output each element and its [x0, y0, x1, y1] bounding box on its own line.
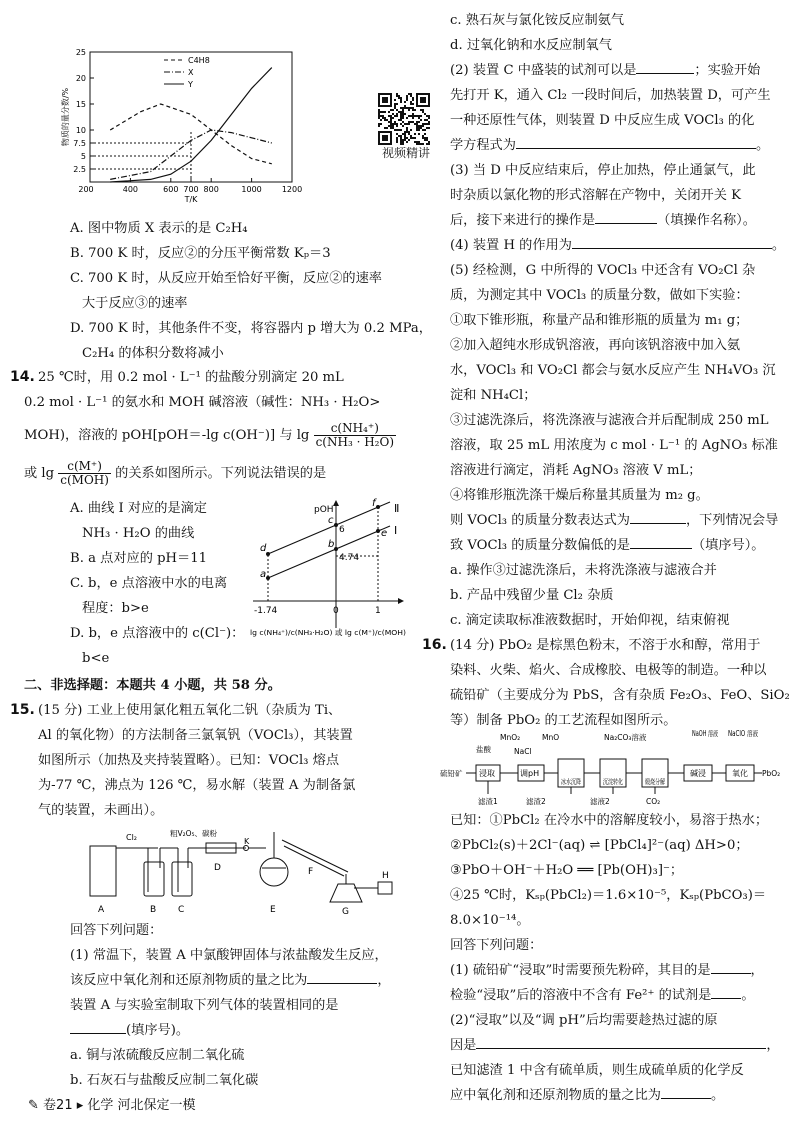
step-alkali-leach: 碱浸	[690, 769, 706, 778]
tick-one: 1	[375, 606, 381, 616]
answer-blank[interactable]	[636, 73, 694, 74]
legend-label: Y	[188, 80, 193, 89]
q15-option-c: c. 熟石灰与氯化铵反应制氨气	[450, 13, 625, 28]
y-tick-label: 25	[75, 48, 86, 57]
y-tick-label: 20	[75, 74, 86, 83]
q14-line2: 0.2 mol · L⁻¹ 的氨水和 MOH 碱溶液（碱性：NH₃ · H₂O>	[24, 395, 381, 410]
q14-line1: 25 ℃时，用 0.2 mol · L⁻¹ 的盐酸分别滴定 20 mL	[38, 370, 344, 385]
qr-caption: 视频精讲	[382, 146, 431, 160]
q14-option-c: C. b，e 点溶液中水的电离	[70, 576, 228, 591]
curve-II-label: Ⅱ	[394, 502, 400, 515]
q15-ask: 回答下列问题：	[70, 923, 163, 938]
q16-known3: ④25 ℃时，Kₛₚ(PbCl₂)＝1.6×10⁻⁵，Kₛₚ(PbCO₃)＝	[450, 888, 767, 903]
q15-p4: (4) 装置 H 的作用为 。	[450, 238, 786, 253]
reagent-naoh: NaOH 溶液	[692, 730, 732, 738]
q15-line2: Al 的氧化物）的方法制备三氯氧钒（VOCl₃），其装置	[38, 728, 353, 743]
residue-2: 滤渣2	[526, 797, 546, 806]
end-pbo2: PbO₂	[762, 769, 781, 778]
q16-known0: 已知：①PbCl₂ 在冷水中的溶解度较小，易溶于热水；	[450, 813, 769, 828]
q16-a3: (2)“浸取”以及“调 pH”后均需要趁热过滤的原	[450, 1013, 718, 1028]
q15-step2-line3: 淀和 NH₄Cl；	[450, 388, 537, 403]
q15-p2-line1: (2) 装置 C 中盛装的试剂可以是 ；实验开始	[450, 63, 761, 78]
reagent-hcl: 盐酸	[476, 745, 491, 754]
x-tick-label: 600	[163, 185, 179, 194]
answer-blank[interactable]	[711, 973, 751, 974]
q13-option-c: C. 700 K 时，从反应开始至恰好平衡，反应②的速率	[70, 271, 382, 286]
q16-a6: 应中氧化剂和还原剂物质的量之比为 。	[450, 1088, 725, 1103]
q15-p2-line3: 一种还原性气体，则装置 D 中反应生成 VOCl₃ 的化	[450, 113, 755, 128]
answer-blank[interactable]	[516, 148, 756, 149]
answer-blank[interactable]	[476, 1048, 766, 1049]
fraction-nh4: $\frac{\text{c(NH₄⁺)}}{\text{c(NH₃ · H₂O)}}$	[315, 421, 394, 449]
chart-legend	[164, 56, 210, 89]
step-adjust-ph: 调pH	[520, 769, 540, 778]
answer-blank[interactable]	[630, 548, 692, 549]
q15-err-a: a. 操作③过滤洗涤后，未将洗涤液与滤液合并	[450, 563, 717, 578]
q15-line4: 为-77 ℃，沸点为 126 ℃，易水解（装置 A 为制备氯	[38, 778, 356, 793]
q15-step3-line3: 溶液进行滴定，消耗 AgNO₃ 溶液 V mL；	[450, 463, 702, 478]
q15-p3-line1: (3) 当 D 中反应结束后，停止加热，停止通氯气，此	[450, 163, 756, 178]
label-v2o5: 粗V₂O₅、碳粉	[170, 829, 218, 838]
q15-p1-line4: (填序号)。	[70, 1018, 189, 1044]
residue-1: 滤渣1	[478, 797, 498, 806]
q14-number: 14.	[10, 369, 35, 385]
poh-axis-label: pOH	[314, 505, 334, 515]
q15-step4: ④将锥形瓶洗涤干燥后称量其质量为 m₂ g。	[450, 488, 709, 503]
label-F: F	[308, 867, 314, 877]
y-tick-label: 5	[80, 152, 86, 161]
label-B: B	[150, 905, 157, 915]
q15-p5-line1: (5) 经检测，G 中所得的 VOCl₃ 中还含有 VO₂Cl 杂	[450, 263, 756, 278]
step-oxidize: 氧化	[732, 769, 748, 778]
q15-option-b: b. 石灰石与盐酸反应制二氧化碳	[70, 1073, 259, 1088]
q16-line1: (14 分) PbO₂ 是棕黑色粉末，不溶于水和醇，常用于	[450, 638, 761, 653]
q13-option-b: B. 700 K 时，反应②的分压平衡常数 Kₚ＝3	[70, 246, 331, 261]
apparatus-diagram	[86, 826, 402, 918]
section-2-heading: 二、非选择题：本题共 4 小题，共 58 分。	[24, 678, 281, 693]
point-d: d	[260, 543, 267, 554]
point-f: f	[372, 498, 376, 509]
point-a: a	[260, 569, 267, 580]
fraction-m: $\frac{c(M^+)}{\text{c(MOH)}}$	[60, 459, 109, 487]
q15-p2-line2: 先打开 K，通入 Cl₂ 一段时间后，加热装置 D，可产生	[450, 88, 771, 103]
x-tick-label: 1000	[241, 185, 262, 194]
y-tick-label: 15	[75, 100, 86, 109]
co2-out: CO₂	[646, 797, 661, 806]
q15-line1: (15 分) 工业上使用氯化粗五氧化二钒（杂质为 Ti、	[38, 703, 342, 718]
label-G: G	[342, 907, 349, 917]
y-tick-label: 10	[75, 126, 86, 135]
x-axis-label: T/K	[184, 195, 198, 204]
label-E: E	[270, 905, 276, 915]
q15-line3: 如图所示（加热及夹持装置略）。已知：VOCl₃ 熔点	[38, 753, 340, 768]
chart-axes	[60, 48, 302, 204]
step-calcine: 煅烧分解	[645, 778, 673, 786]
x-tick-label: 800	[203, 185, 219, 194]
step-precip-convert: 沉淀转化	[603, 778, 631, 786]
q13-option-d: D. 700 K 时，其他条件不变，将容器内 p 增大为 0.2 MPa，	[70, 321, 432, 336]
x-tick-label: 1200	[281, 185, 303, 194]
q15-line5: 气的装置，未画出）。	[38, 803, 164, 818]
legend-label: X	[188, 68, 194, 77]
start-ore: 硫铅矿	[440, 769, 463, 778]
tick-zero: 0	[333, 606, 339, 616]
q13-option-c-cont: 大于反应③的速率	[82, 296, 188, 311]
step-ice-settle: 冰水沉降	[561, 778, 589, 786]
label-D: D	[214, 863, 221, 873]
point-b: b	[328, 539, 335, 550]
y-tick-label: 2.5	[73, 165, 86, 174]
y-axis-label: 物质的量分数/%	[61, 87, 70, 147]
q13-option-d-cont: C₂H₄ 的体积分数将减小	[82, 346, 224, 361]
q16-ask: 回答下列问题：	[450, 938, 543, 953]
legend-label: C4H8	[188, 56, 210, 65]
q16-a4: 因是 ，	[450, 1038, 780, 1053]
reagent-naclo: NaClO 溶液	[728, 730, 769, 738]
q16-a1: (1) 硫铅矿“浸取”时需要预先粉碎，其目的是 ，	[450, 963, 764, 978]
q14-line4: 或 lg $\frac{c(M^+)}{\text{c(MOH)}}$ 的关系如图所示。下列说法错误的是	[24, 459, 327, 487]
qr-code-image[interactable]	[378, 93, 430, 145]
q16-a5: 已知滤渣 1 中含有硫单质，则生成硫单质的化学反	[450, 1063, 744, 1078]
label-cl2: Cl₂	[126, 833, 138, 842]
q15-step1: ①取下锥形瓶，称量产品和锥形瓶的质量为 m₁ g；	[450, 313, 749, 328]
q14-option-a: A. 曲线 Ⅰ 对应的是滴定	[70, 501, 207, 516]
q15-p1-line3: 装置 A 与实验室制取下列气体的装置相同的是	[70, 998, 339, 1013]
q15-concl-line2: 致 VOCl₃ 的质量分数偏低的是 （填序号）。	[450, 538, 765, 553]
poh-value-474: 4.74	[339, 553, 360, 563]
answer-blank[interactable]	[595, 223, 657, 224]
q16-number: 16.	[422, 637, 447, 653]
q15-err-b: b. 产品中残留少量 Cl₂ 杂质	[450, 588, 614, 603]
answer-blank[interactable]	[661, 1098, 711, 1099]
answer-blank[interactable]	[307, 983, 377, 984]
q15-p5-line2: 质，为测定其中 VOCl₃ 的质量分数，做如下实验：	[450, 288, 749, 303]
label-A: A	[98, 905, 105, 915]
q15-option-a: a. 铜与浓硫酸反应制二氧化硫	[70, 1048, 245, 1063]
answer-blank[interactable]	[572, 248, 772, 249]
q13-option-a: A. 图中物质 X 表示的是 C₂H₄	[70, 221, 248, 236]
q15-concl-line1: 则 VOCl₃ 的质量分数表达式为 ，下列情况会导	[450, 513, 779, 528]
q16-a2: 检验“浸取”后的溶液中不含有 Fe²⁺ 的试剂是 。	[450, 988, 755, 1003]
x-tick-label: 200	[78, 185, 94, 194]
filtrate-2: 滤液2	[590, 797, 610, 806]
q15-step3-line1: ③过滤洗涤后，将洗涤液与滤液合并后配制成 250 mL	[450, 413, 769, 428]
q15-p3-line2: 时杂质以氯化物的形式溶解在产物中，关闭开关 K	[450, 188, 741, 203]
q16-line2: 染料、火柴、焰火、合成橡胶、电极等的制造。一种以	[450, 663, 767, 678]
poh-value-6: 6	[339, 525, 345, 535]
q14-option-a-cont: NH₃ · H₂O 的曲线	[82, 526, 195, 541]
point-c: c	[328, 515, 334, 526]
y-tick-label: 7.5	[73, 139, 86, 148]
answer-blank[interactable]	[630, 523, 686, 524]
q15-p3-line3: 后，接下来进行的操作是 （填操作名称）。	[450, 213, 756, 228]
q14-option-d: D. b，e 点溶液中的 c(Cl⁻)：	[70, 626, 245, 641]
label-K: K	[244, 837, 250, 846]
reagent-na2co3: Na₂CO₃溶液	[604, 733, 647, 742]
tick-neg174: -1.74	[254, 606, 278, 616]
q15-option-d: d. 过氧化钠和水反应制氧气	[450, 38, 612, 53]
poh-graph	[248, 498, 408, 648]
q16-line4: 等）制备 PbO₂ 的工艺流程如图所示。	[450, 713, 677, 728]
q14-option-d-cont: b<e	[82, 651, 110, 666]
x-tick-label: 400	[122, 185, 139, 194]
q14-line3: MOH)，溶液的 pOH[pOH＝-lg c(OH⁻)] 与 lg $\frac{\text{c(NH₄⁺)}}{\text{c(NH₃ · H₂O)}}$	[24, 421, 394, 449]
graph-x-axis-label: lg c(NH₄⁺)/c(NH₃·H₂O) 或 lg c(M⁺)/c(MOH)	[250, 628, 407, 637]
answer-blank[interactable]	[70, 1033, 126, 1034]
q14-option-c-cont: 程度：b>e	[82, 601, 149, 616]
label-C: C	[178, 905, 185, 915]
q16-known1: ②PbCl₂(s)＋2Cl⁻(aq) ⇌ [PbCl₄]²⁻(aq) ΔH>0；	[450, 838, 749, 853]
q16-known2: ③PbO＋OH⁻＋H₂O ══ [Pb(OH)₃]⁻；	[450, 863, 684, 878]
point-e: e	[381, 528, 388, 539]
step-leach: 浸取	[479, 769, 495, 778]
q16-line3: 硫铅矿（主要成分为 PbS，含有杂质 Fe₂O₃、FeO、SiO₂	[450, 688, 790, 703]
curve-I-label: Ⅰ	[394, 524, 398, 537]
q15-err-c: c. 滴定读取标准液数据时，开始仰视，结束俯视	[450, 613, 730, 628]
q15-step2-line2: 水，VOCl₃ 和 VO₂Cl 都会与氨水反应产生 NH₄VO₃ 沉	[450, 363, 776, 378]
page-footer: ✎ 卷21 ▸ 化学 河北保定一模	[28, 1098, 196, 1113]
process-flow-diagram	[440, 730, 786, 808]
fraction-vs-temperature-chart	[60, 40, 305, 215]
pen-icon: ✎	[28, 1098, 39, 1113]
q16-known4: 8.0×10⁻¹⁴。	[450, 913, 530, 928]
label-H: H	[382, 871, 389, 881]
q15-p2-line4: 学方程式为 。	[450, 138, 770, 153]
reagent-mno2: MnO₂	[500, 733, 521, 742]
q14-option-b: B. a 点对应的 pH＝11	[70, 551, 207, 566]
q15-number: 15.	[10, 702, 35, 718]
q15-p1-line1: (1) 常温下，装置 A 中氯酸钾固体与浓盐酸发生反应，	[70, 948, 388, 963]
q15-step3-line2: 溶液，取 25 mL 用浓度为 c mol · L⁻¹ 的 AgNO₃ 标准	[450, 438, 778, 453]
reagent-nacl: NaCl	[514, 747, 532, 756]
q15-step2-line1: ②加入超纯水形成钒溶液，再向该钒溶液中加入氨	[450, 338, 741, 353]
x-tick-label: 700	[183, 185, 199, 194]
reagent-mno: MnO	[542, 733, 560, 742]
q15-p1-line2: 该反应中氧化剂和还原剂物质的量之比为 ，	[70, 973, 391, 988]
answer-blank[interactable]	[711, 998, 741, 999]
